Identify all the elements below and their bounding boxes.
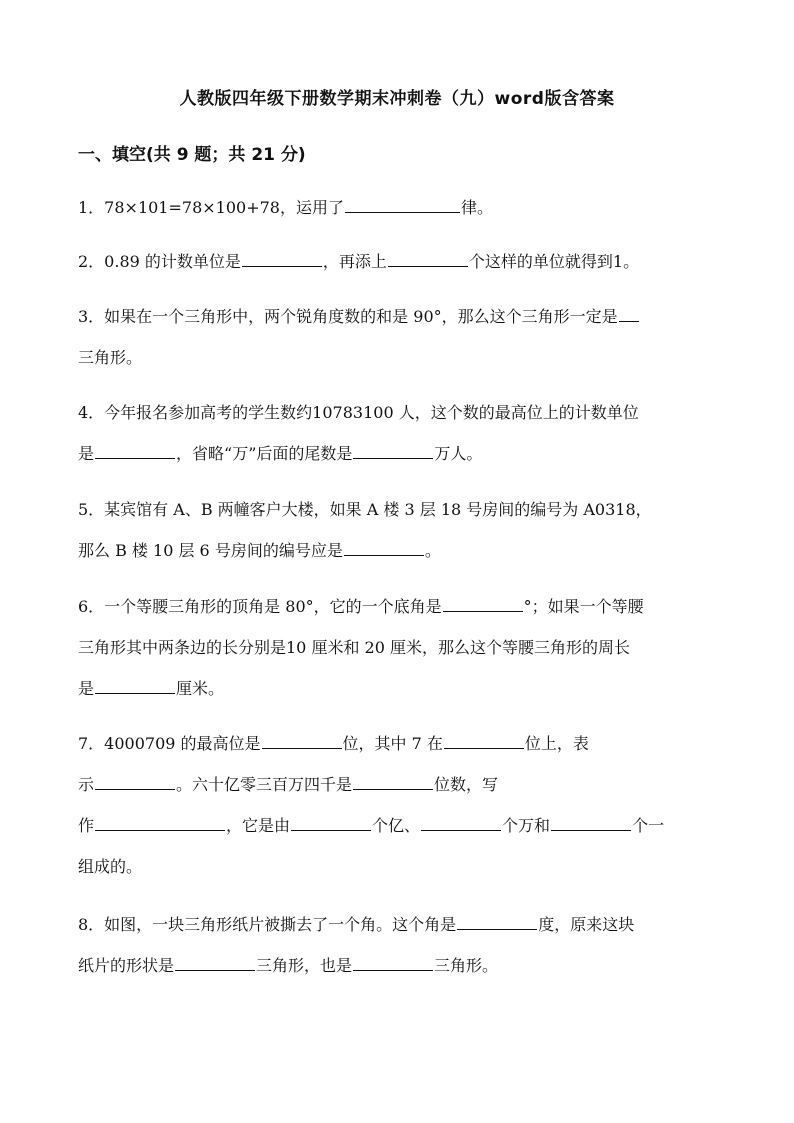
answer-blank[interactable] [444,730,524,749]
question-7-line-4: 组成的。 [78,857,143,876]
answer-blank[interactable] [242,248,322,267]
answer-blank[interactable] [457,911,537,930]
answer-blank[interactable] [353,952,433,971]
question-6-line-3: 是 厘米。 [78,668,726,709]
question-2 [78,241,726,282]
question-8 [78,904,726,986]
question-4-line-1: 4．今年报名参加高考的学生数约10783100 人，这个数的最高位上的计数单位 [78,403,639,422]
page-title: 人教版四年级下册数学期末冲刺卷（九）word版含答案 [179,89,615,109]
question-3-line-2: 三角形。 [78,348,143,367]
answer-blank[interactable] [95,771,175,790]
answer-blank[interactable] [421,812,501,831]
answer-blank[interactable] [175,952,255,971]
answer-blank[interactable] [345,194,460,213]
question-3 [78,296,726,378]
question-5 [78,489,726,571]
question-4 [78,392,726,474]
question-6-line-1: 6．一个等腰三角形的顶角是 80°，它的一个底角是 °；如果一个等腰 [78,586,726,627]
question-7-line-2: 示 。六十亿零三百万四千是 位数，写 [78,764,726,805]
answer-blank[interactable] [344,537,424,556]
answer-blank[interactable] [95,812,225,831]
question-8-line-1: 8．如图，一块三角形纸片被撕去了一个角。这个角是 度，原来这块 [78,904,726,945]
question-7-line-1: 7．4000709 的最高位是 位，其中 7 在 位上，表 [78,723,726,764]
section-heading: 一、填空(共 9 题；共 21 分) [78,145,306,165]
answer-blank[interactable] [291,812,371,831]
question-8-line-2: 纸片的形状是 三角形，也是 三角形。 [78,945,726,986]
question-7 [78,723,726,887]
question-1 [78,187,726,228]
answer-blank[interactable] [353,440,433,459]
question-7-line-3: 作 ，它是由 个亿、 个万和 个一 [78,805,726,846]
question-3-line-1: 3．如果在一个三角形中，两个锐角度数的和是 90°，那么这个三角形一定是 [78,296,726,337]
answer-blank[interactable] [443,593,523,612]
answer-blank[interactable] [388,248,468,267]
answer-blank[interactable] [95,440,175,459]
question-5-line-1: 5．某宾馆有 A、B 两幢客户大楼，如果 A 楼 3 层 18 号房间的编号为 A0318， [78,500,652,519]
question-6-line-2: 三角形其中两条边的长分别是10 厘米和 20 厘米，那么这个等腰三角形的周长 [78,638,630,657]
question-5-line-2: 那么 B 楼 10 层 6 号房间的编号应是 。 [78,530,726,571]
answer-blank[interactable] [619,303,639,322]
answer-blank[interactable] [95,675,175,694]
question-4-line-2: 是 ，省略“万”后面的尾数是 万人。 [78,433,726,474]
question-2-line-1: 2．0.89 的计数单位是 ，再添上 个这样的单位就得到1。 [78,241,726,282]
answer-blank[interactable] [353,771,433,790]
answer-blank[interactable] [551,812,631,831]
question-1-line-1: 1．78×101=78×100+78，运用了 律。 [78,187,726,228]
answer-blank[interactable] [262,730,342,749]
question-6 [78,586,726,709]
